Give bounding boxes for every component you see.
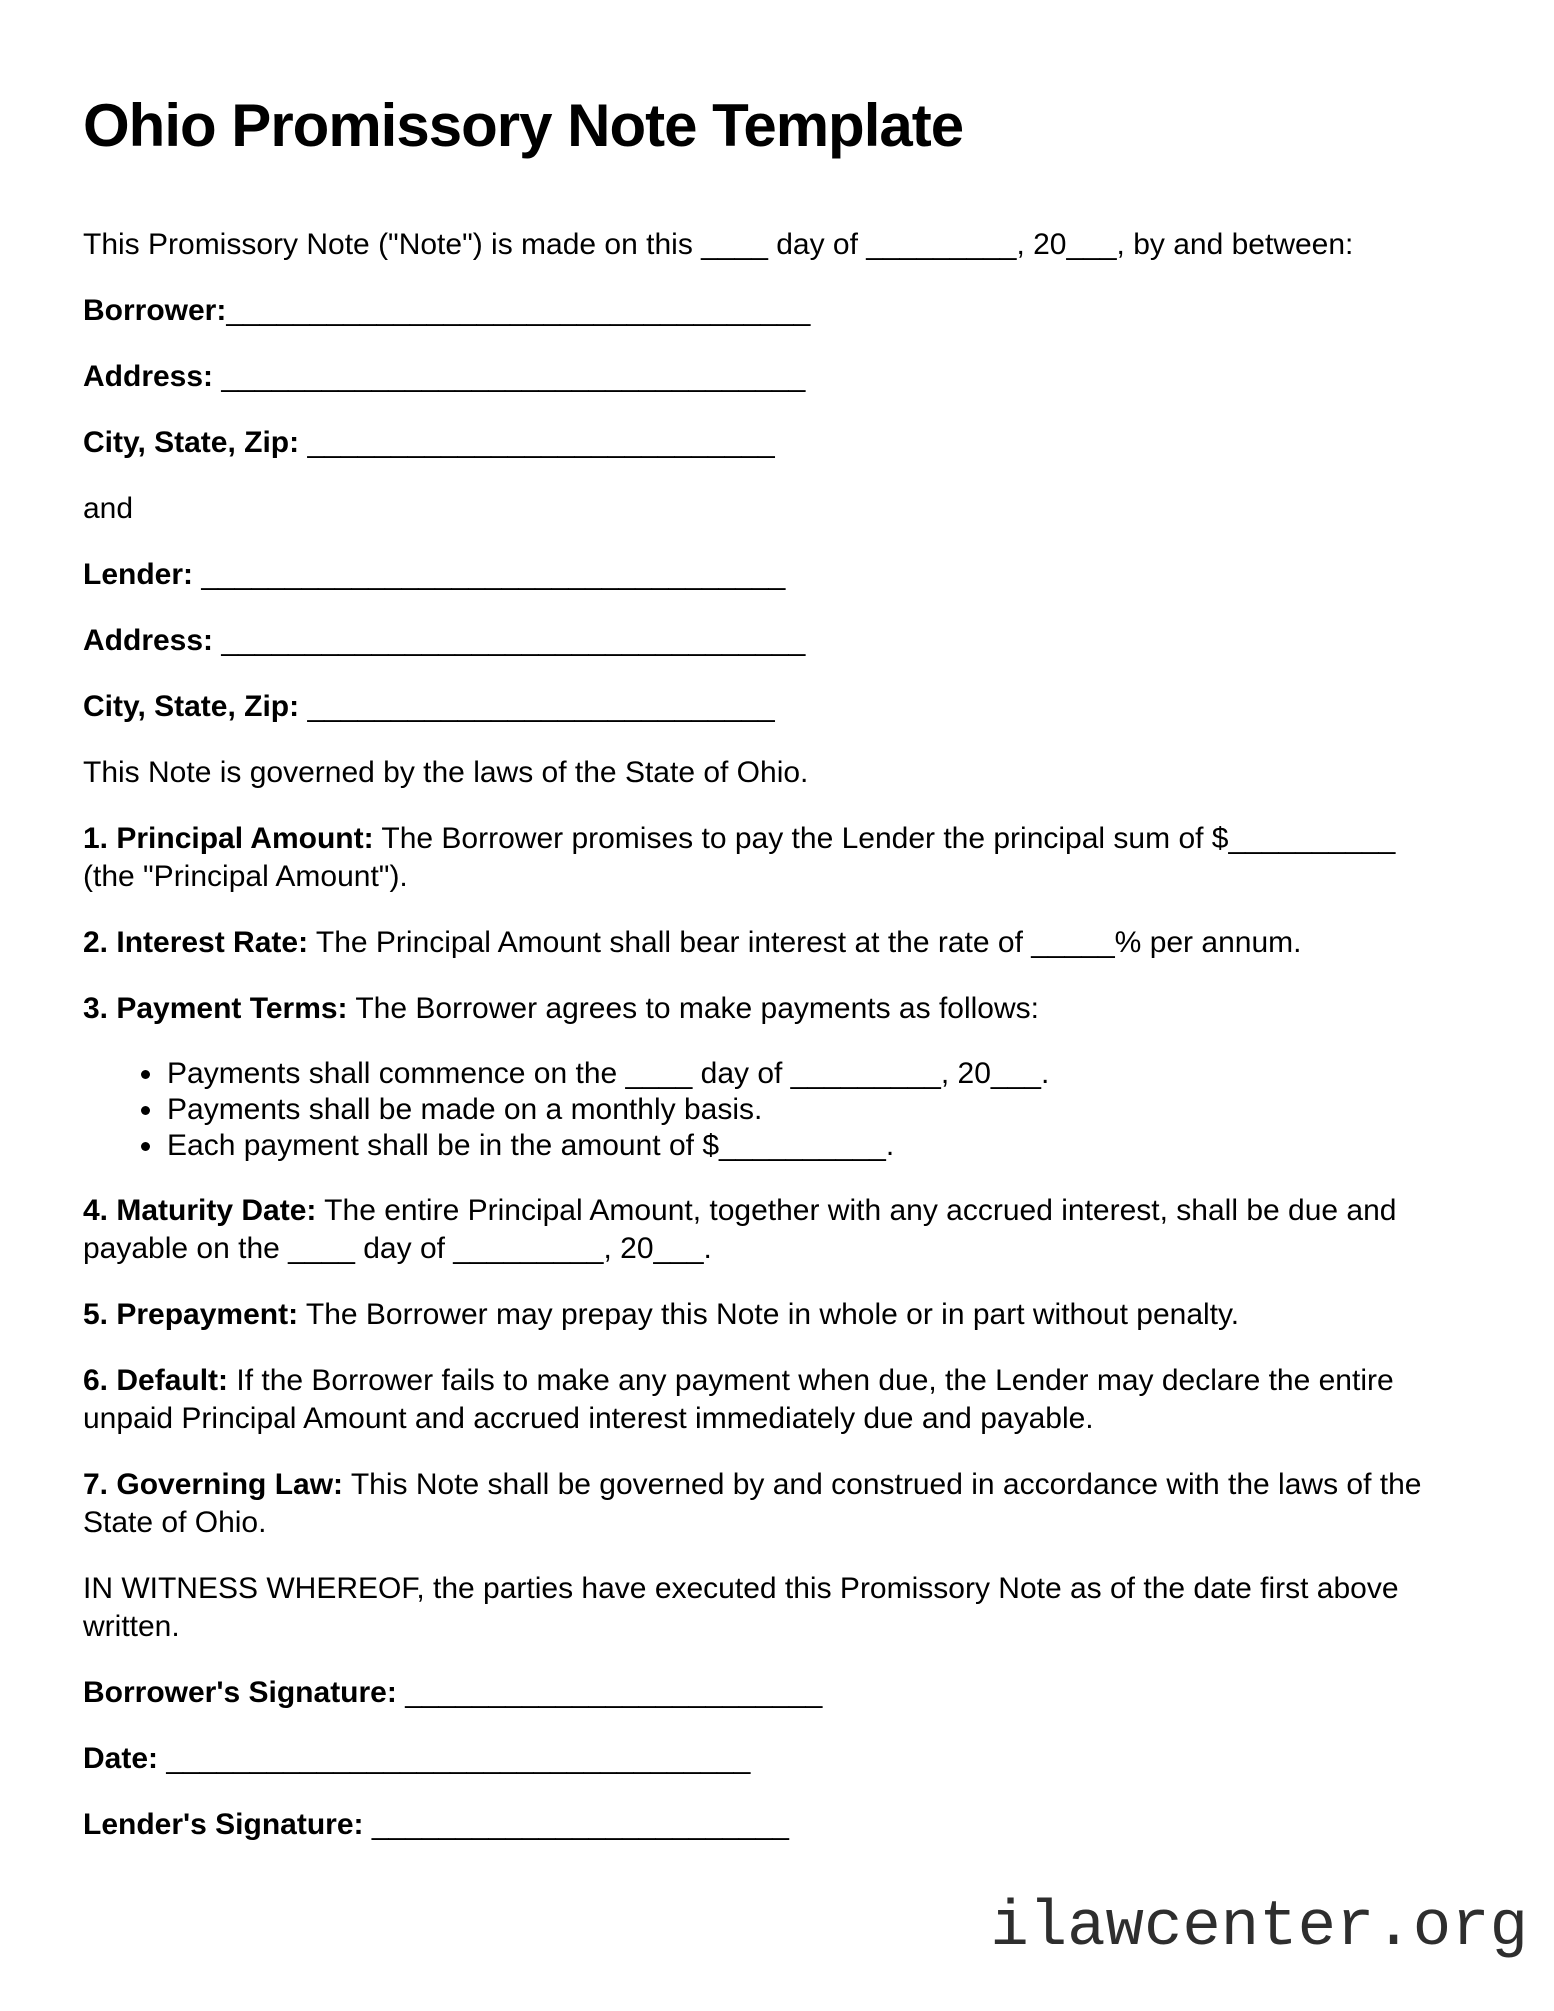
field-borrower-address-blank: ___________________________________ [221,360,806,393]
signature-date [83,1740,1453,1778]
section-interest-rate-label: 2. Interest Rate: [83,926,309,959]
section-payment-terms [83,990,1453,1028]
signature-date-label: Date: [83,1742,159,1775]
payment-bullet-amount: • Each payment shall be in the amount of $__________. [165,1128,1453,1164]
section-prepayment-text: The Borrower may prepay this Note in whole or in part without penalty. [298,1298,1240,1331]
section-principal-amount-text: The Borrower promises to pay the Lender the principal sum of $__________ (the "Principal Amount"). [83,822,1396,893]
signature-lender-blank: _________________________ [371,1808,789,1841]
signature-date-blank: ___________________________________ [166,1742,751,1775]
section-maturity-date-text: The entire Principal Amount, together with any accrued interest, shall be due and payable on the ____ day of _________, 20___. [83,1194,1397,1265]
document-title: Ohio Promissory Note Template [83,92,964,159]
field-borrower-city-blank: ____________________________ [307,426,775,459]
field-lender-city [83,688,1453,726]
section-payment-terms-label: 3. Payment Terms: [83,992,348,1025]
field-borrower [83,292,1453,330]
witness-clause: IN WITNESS WHEREOF, the parties have executed this Promissory Note as of the date first above written. [83,1572,1399,1643]
section-prepayment [83,1296,1453,1334]
section-prepayment-label: 5. Prepayment: [83,1298,299,1331]
field-lender-blank: ___________________________________ [201,558,786,591]
signature-lender [83,1806,1453,1844]
intro-paragraph: This Promissory Note ("Note") is made on this ____ day of _________, 20___, by and between: [83,228,1354,261]
signature-borrower-blank: _________________________ [405,1676,823,1709]
section-interest-rate-text: The Principal Amount shall bear interest at the rate of _____% per annum. [308,926,1302,959]
field-lender-address-blank: ___________________________________ [221,624,806,657]
field-borrower-label: Borrower: [83,294,227,327]
section-maturity-date-label: 4. Maturity Date: [83,1194,317,1227]
field-borrower-city-label: City, State, Zip: [83,426,300,459]
section-interest-rate [83,924,1453,962]
section-default-text: If the Borrower fails to make any payment when due, the Lender may declare the entire unpaid Principal Amount and accrued interest immediately due and payable. [83,1364,1394,1435]
field-lender-label: Lender: [83,558,194,591]
section-governing-law [83,1466,1453,1542]
signature-lender-label: Lender's Signature: [83,1808,364,1841]
field-borrower-address [83,358,1453,396]
payment-bullet-monthly: • Payments shall be made on a monthly basis. [165,1092,1453,1128]
field-borrower-address-label: Address: [83,360,214,393]
section-principal-amount-label: 1. Principal Amount: [83,822,374,855]
section-principal-amount [83,820,1453,896]
governing-statement: This Note is governed by the laws of the State of Ohio. [83,756,809,789]
section-maturity-date [83,1192,1453,1268]
section-default-label: 6. Default: [83,1364,229,1397]
field-lender [83,556,1453,594]
field-lender-address-label: Address: [83,624,214,657]
field-lender-address [83,622,1453,660]
section-default [83,1362,1453,1438]
section-payment-terms-text: The Borrower agrees to make payments as follows: [347,992,1039,1025]
signature-borrower-label: Borrower's Signature: [83,1676,397,1709]
signature-borrower [83,1674,1453,1712]
field-lender-city-label: City, State, Zip: [83,690,300,723]
conjunction-and: and [83,492,134,525]
payment-bullet-commence: • Payments shall commence on the ____ day of _________, 20___. [165,1056,1453,1092]
section-governing-law-label: 7. Governing Law: [83,1468,344,1501]
field-borrower-city [83,424,1453,462]
payment-bullet-list [83,1056,1453,1164]
watermark-ilawcenter: ilawcenter.org [990,1892,1528,1964]
section-governing-law-text: This Note shall be governed by and construed in accordance with the laws of the State of Ohio. [83,1468,1422,1539]
field-lender-city-blank: ____________________________ [307,690,775,723]
field-borrower-blank: ___________________________________ [226,294,811,327]
